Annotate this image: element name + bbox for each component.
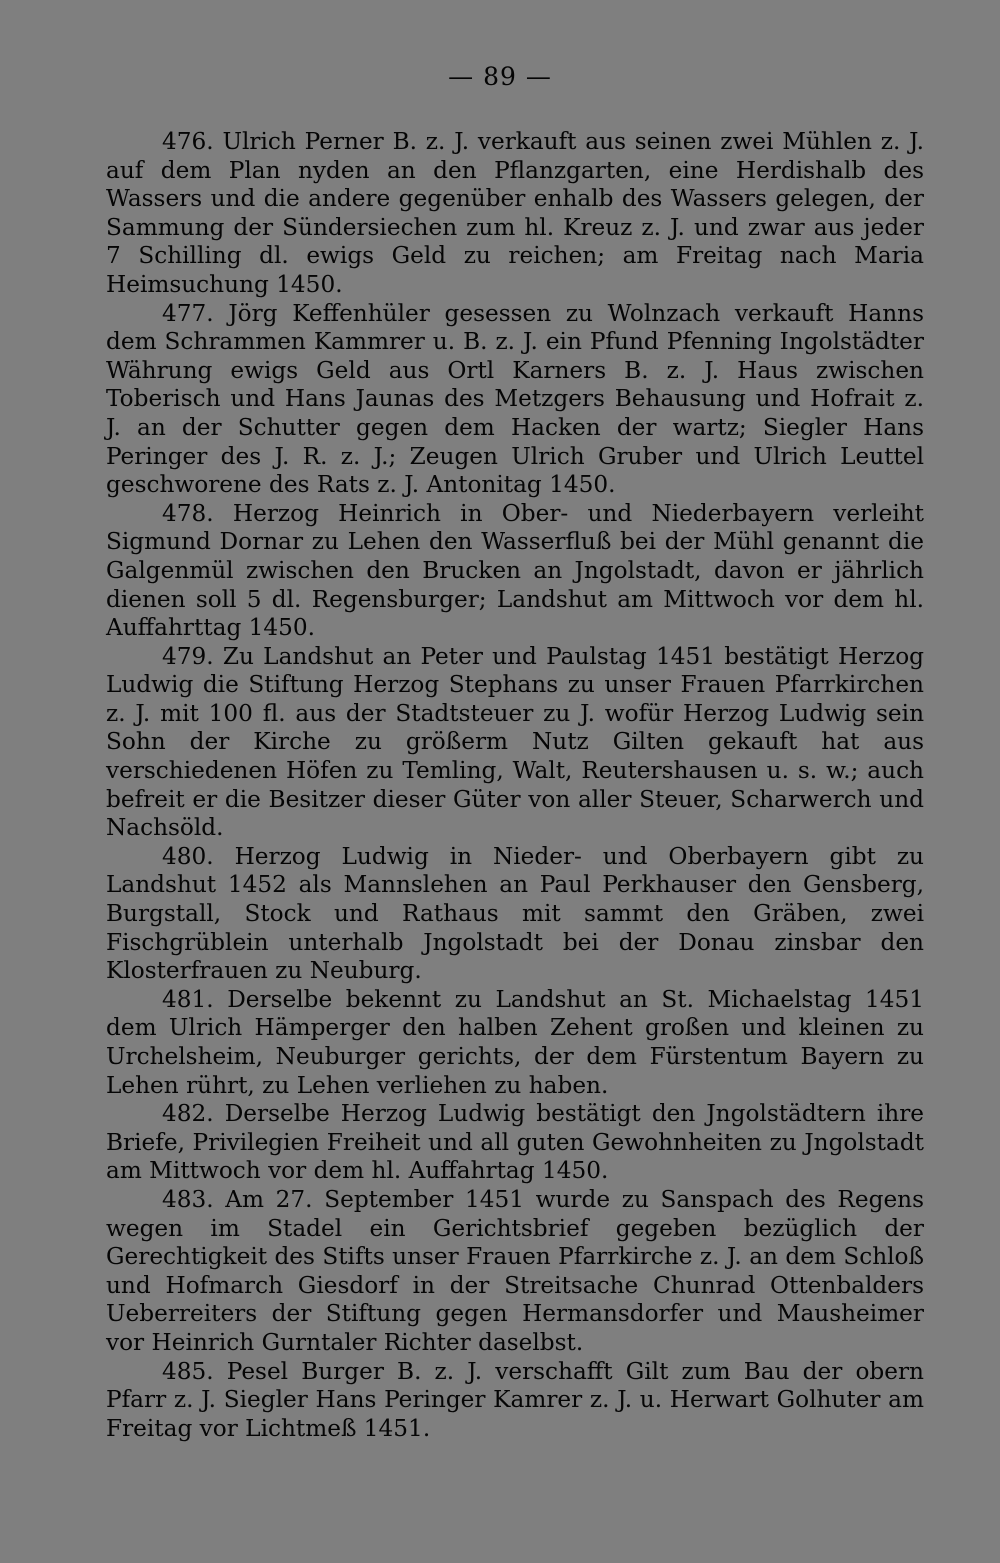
entry-list <box>106 128 924 1443</box>
entry-477 <box>106 300 924 500</box>
entry-479 <box>106 643 924 843</box>
entry-478 <box>106 500 924 643</box>
entry-476 <box>106 128 924 300</box>
page-number: — 89 — <box>448 62 552 91</box>
entry-number: 476. <box>162 128 214 155</box>
entry-number: 482. <box>162 1100 214 1128</box>
entry-number: 477. <box>162 299 214 327</box>
entry-number: 478. <box>162 499 214 527</box>
entry-text: Pesel Burger B. z. J. verschafft Gilt zum Bau der obern Pfarr z. J. Siegler Hans Peringer Kamrer z. J. u. Herwart Golhuter am Freitag vor Lichtmeß 1451. <box>106 1357 924 1442</box>
entry-text: Derselbe bekennt zu Landshut an St. Michaelstag 1451 dem Ulrich Hämperger den halben Zehent großen und kleinen zu Urchelsheim, Neuburger gerichts, der dem Fürstentum Bayern zu Lehen rührt, zu Lehen verliehen zu haben. <box>106 985 924 1099</box>
entry-481 <box>106 986 924 1100</box>
entry-text: Ulrich Perner B. z. J. verkauft aus seinen zwei Mühlen z. J. auf dem Plan nyden an den Pflanzgarten, eine Herdishalb des Wassers und die andere gegenüber enhalb des Wassers gelegen, der Sammung der Sündersiechen zum hl. Kreuz z. J. und zwar aus jeder 7 Schilling dl. ewigs Geld zu reichen; am Freitag nach Maria Heimsuchung 1450. <box>106 128 924 298</box>
entry-485 <box>106 1358 924 1444</box>
entry-number: 483. <box>162 1185 214 1213</box>
entry-text: Am 27. September 1451 wurde zu Sanspach des Regens wegen im Stadel ein Gerichtsbrief gegeben bezüglich der Gerechtigkeit des Stifts unser Frauen Pfarrkirche z. J. an dem Schloß und Hofmarch Giesdorf in der Streitsache Chunrad Ottenbalders Ueberreiters der Stiftung gegen Hermansdorfer und Mausheimer vor Heinrich Gurntaler Richter daselbst. <box>106 1185 924 1356</box>
entry-text: Derselbe Herzog Ludwig bestätigt den Jngolstädtern ihre Briefe, Privilegien Freiheit und all guten Gewohnheiten zu Jngolstadt am Mittwoch vor dem hl. Auffahrtag 1450. <box>106 1100 924 1185</box>
entry-number: 485. <box>162 1357 214 1385</box>
entry-number: 479. <box>162 642 214 670</box>
entry-text: Zu Landshut an Peter und Paulstag 1451 bestätigt Herzog Ludwig die Stiftung Herzog Stephans zu unser Frauen Pfarrkirchen z. J. mit 100 fl. aus der Stadtsteuer zu J. wofür Herzog Ludwig sein Sohn der Kirche zu größerm Nutz Gilten gekauft hat aus verschiedenen Höfen zu Temling, Walt, Reutershausen u. s. w.; auch befreit er die Besitzer dieser Güter von aller Steuer, Scharwerch und Nachsöld. <box>106 642 924 842</box>
entry-text: Herzog Ludwig in Nieder- und Oberbayern gibt zu Landshut 1452 als Mannslehen an Paul Perkhauser den Gensberg, Burgstall, Stock und Rathaus mit sammt den Gräben, zwei Fischgrüblein unterhalb Jngolstadt bei der Donau zinsbar den Klosterfrauen zu Neuburg. <box>106 842 924 985</box>
entry-text: Jörg Keffenhüler gesessen zu Wolnzach verkauft Hanns dem Schrammen Kammrer u. B. z. J. ein Pfund Pfenning Ingolstädter Währung ewigs Geld aus Ortl Karners B. z. J. Haus zwischen Toberisch und Hans Jaunas des Metzgers Behausung und Hofrait z. J. an der Schutter gegen dem Hacken der wartz; Siegler Hans Peringer des J. R. z. J.; Zeugen Ulrich Gruber und Ulrich Leuttel geschworene des Rats z. J. Antonitag 1450. <box>106 299 924 499</box>
entry-number: 481. <box>162 985 214 1013</box>
entry-text: Herzog Heinrich in Ober- und Niederbayern verleiht Sigmund Dornar zu Lehen den Wasserfluß bei der Mühl genannt die Galgenmül zwischen den Brucken an Jngolstadt, davon er jährlich dienen soll 5 dl. Regensburger; Landshut am Mittwoch vor dem hl. Auffahrttag 1450. <box>106 499 924 642</box>
entry-483 <box>106 1186 924 1358</box>
entry-number: 480. <box>162 842 214 870</box>
entry-480 <box>106 843 924 986</box>
entry-482 <box>106 1100 924 1186</box>
